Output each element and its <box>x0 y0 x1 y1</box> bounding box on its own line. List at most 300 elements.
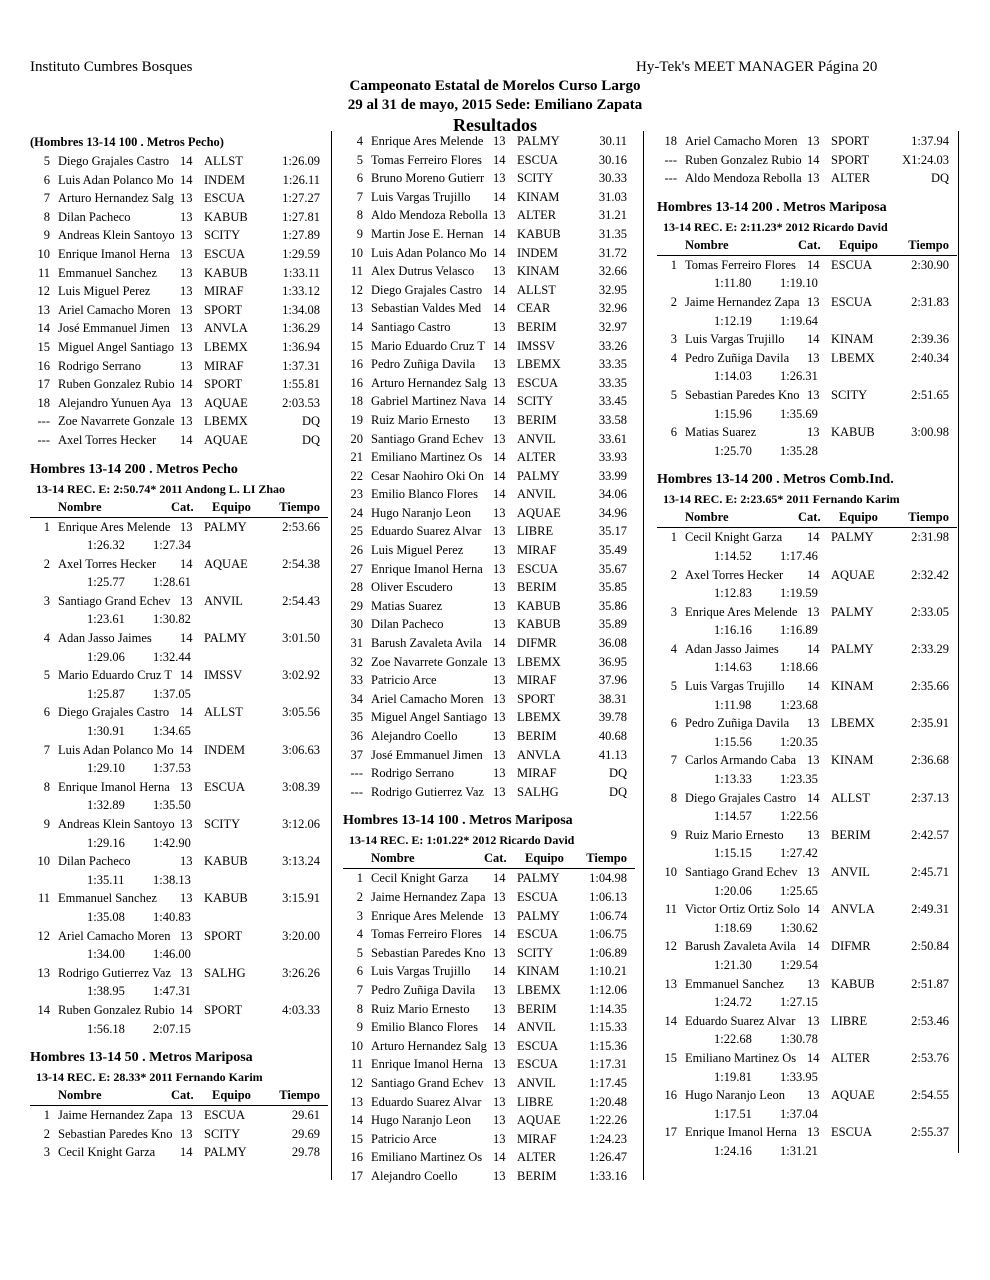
age: 13 <box>807 865 820 879</box>
team: AQUAE <box>204 395 248 410</box>
age: 13 <box>807 1013 820 1028</box>
split-row <box>657 807 957 826</box>
header-team: Equipo <box>839 510 878 525</box>
result-row <box>343 746 635 765</box>
result-row <box>30 319 328 338</box>
spacer <box>343 801 635 811</box>
team: PALMY <box>517 134 560 148</box>
swimmer-name: Ariel Camacho Moren <box>371 691 484 706</box>
split-time: 1:23.68 <box>780 697 818 712</box>
team: ESCUA <box>517 1057 558 1072</box>
team: ESCUA <box>517 1038 558 1053</box>
time: 33.61 <box>598 431 627 446</box>
result-row <box>343 560 635 579</box>
split-time: 1:37.05 <box>153 686 191 701</box>
age: 13 <box>493 945 506 960</box>
age: 14 <box>493 871 506 886</box>
age: 14 <box>180 705 193 720</box>
split-row <box>657 770 957 789</box>
place: 35 <box>350 710 363 725</box>
team: SALHG <box>517 784 559 799</box>
place: 25 <box>350 524 363 539</box>
header-name: Nombre <box>58 499 102 514</box>
age: 13 <box>493 1075 506 1090</box>
time: 30.33 <box>598 171 627 186</box>
split-row <box>657 993 957 1012</box>
result-row <box>657 330 957 349</box>
place: 27 <box>350 561 363 576</box>
time: 40.68 <box>598 729 627 743</box>
swimmer-name: Ariel Camacho Moren <box>58 302 171 317</box>
swimmer-name: Enrique Imanol Herna <box>685 1125 797 1140</box>
result-row <box>343 151 635 170</box>
team: SPORT <box>831 152 870 167</box>
swimmer-name: Hugo Naranjo Leon <box>371 505 471 520</box>
age: 14 <box>180 631 193 646</box>
age: 13 <box>493 1113 506 1128</box>
age: 14 <box>180 1145 193 1160</box>
age: 13 <box>180 358 193 373</box>
result-row <box>30 741 328 760</box>
column-divider-2 <box>643 131 644 1180</box>
split-row <box>30 536 328 555</box>
results-column-3 <box>657 132 957 1161</box>
team: PALMY <box>831 530 874 545</box>
result-row <box>30 152 328 171</box>
age: 13 <box>180 854 193 869</box>
split-time: 1:30.82 <box>153 612 191 627</box>
place: --- <box>350 766 363 781</box>
team: KABUB <box>517 617 561 632</box>
age: 14 <box>180 377 193 392</box>
split-row <box>657 312 957 331</box>
header-age: Cat. <box>171 1088 194 1103</box>
split-time: 1:29.16 <box>87 835 125 850</box>
place: 18 <box>350 394 363 409</box>
team: BERIM <box>517 729 557 743</box>
time: 32.66 <box>598 264 627 279</box>
place: 24 <box>350 505 363 520</box>
place: 17 <box>37 377 50 392</box>
place: 19 <box>350 412 363 427</box>
swimmer-name: Pedro Zuñiga Davila <box>685 716 790 731</box>
split-row <box>30 796 328 815</box>
swimmer-name: Ruiz Mario Ernesto <box>371 412 470 427</box>
team: ANVIL <box>204 593 243 608</box>
place: 4 <box>670 641 677 656</box>
place: 14 <box>37 1002 50 1017</box>
swimmer-name: Arturo Hernandez Salg <box>371 375 487 390</box>
time: 1:37.94 <box>911 134 949 148</box>
time: 2:03.53 <box>282 395 320 410</box>
place: 11 <box>37 891 50 906</box>
time: 4:03.33 <box>282 1002 320 1017</box>
swimmer-name: Emiliano Martinez Os <box>371 450 483 465</box>
age: 14 <box>493 487 506 502</box>
swimmer-name: Hugo Naranjo Leon <box>685 1088 785 1103</box>
result-row <box>30 555 328 574</box>
header-time: Tiempo <box>908 237 949 252</box>
header-team: Equipo <box>525 851 564 866</box>
age: 13 <box>180 246 193 261</box>
split-row <box>30 1020 328 1039</box>
swimmer-name: Emilio Blanco Flores <box>371 1020 478 1035</box>
place: 5 <box>356 945 363 960</box>
split-row <box>30 610 328 629</box>
team: LIBRE <box>517 1094 554 1109</box>
time: 33.99 <box>598 468 627 483</box>
swimmer-name: Enrique Ares Melende <box>58 519 171 534</box>
result-row <box>657 423 957 442</box>
age: 14 <box>180 172 193 187</box>
split-row <box>657 584 957 603</box>
team: MIRAF <box>517 766 557 781</box>
age: 13 <box>180 817 193 831</box>
age: 14 <box>180 154 193 168</box>
time: 2:49.31 <box>911 902 949 917</box>
result-row <box>343 708 635 727</box>
age: 13 <box>807 425 820 440</box>
age: 14 <box>493 450 506 465</box>
place: 3 <box>356 908 363 923</box>
result-row <box>343 1000 635 1019</box>
split-time: 1:38.95 <box>87 984 125 999</box>
result-row <box>343 1111 635 1130</box>
place: 6 <box>356 964 363 979</box>
time: 35.17 <box>598 524 627 539</box>
result-row <box>343 1093 635 1112</box>
swimmer-name: Enrique Ares Melende <box>685 604 798 619</box>
split-row <box>657 956 957 975</box>
split-time: 1:32.89 <box>87 798 125 813</box>
age: 13 <box>180 265 193 280</box>
time: 30.16 <box>598 152 627 167</box>
time: 36.08 <box>598 636 627 651</box>
column-header-row <box>343 849 635 869</box>
time: 1:27.89 <box>282 228 320 243</box>
result-row <box>657 603 957 622</box>
result-row <box>30 778 328 797</box>
team: ANVIL <box>517 487 556 502</box>
swimmer-name: Luis Miguel Perez <box>58 284 151 299</box>
swimmer-name: Luis Vargas Trujillo <box>685 332 785 347</box>
split-time: 1:15.56 <box>714 734 752 749</box>
result-row <box>657 863 957 882</box>
time: 39.78 <box>598 710 627 725</box>
age: 14 <box>493 152 506 167</box>
age: 13 <box>493 524 506 539</box>
time: 35.86 <box>598 598 627 613</box>
place: 3 <box>43 1145 50 1160</box>
team: ESCUA <box>517 927 558 942</box>
split-time: 1:30.91 <box>87 724 125 739</box>
swimmer-name: Santiago Grand Echev <box>371 431 484 446</box>
team: KABUB <box>204 209 248 224</box>
result-row <box>343 355 635 374</box>
swimmer-name: Eduardo Suarez Alvar <box>371 1094 482 1109</box>
team: ALTER <box>831 1050 871 1065</box>
place: 3 <box>670 604 677 619</box>
age: 14 <box>180 742 193 757</box>
result-row <box>657 826 957 845</box>
time: 31.35 <box>598 226 627 241</box>
column-header-row <box>30 1086 328 1106</box>
team: KABUB <box>517 598 561 613</box>
swimmer-name: Enrique Imanol Herna <box>58 779 170 794</box>
time: 2:31.83 <box>911 294 949 309</box>
column-divider-3 <box>958 131 959 1153</box>
time: 32.97 <box>598 319 627 334</box>
result-row <box>30 412 328 431</box>
place: 2 <box>670 294 677 309</box>
time: DQ <box>301 414 320 429</box>
age: 14 <box>180 556 193 571</box>
team: BERIM <box>517 412 557 427</box>
swimmer-name: Ariel Camacho Moren <box>58 928 171 943</box>
time: 1:33.11 <box>282 265 320 280</box>
team: SPORT <box>204 1002 243 1017</box>
place: 8 <box>356 208 363 223</box>
result-row <box>30 264 328 283</box>
spacer <box>30 1038 328 1048</box>
result-row <box>657 566 957 585</box>
age: 13 <box>493 412 506 427</box>
age: 13 <box>493 208 506 223</box>
header-name: Nombre <box>371 851 415 866</box>
header-team: Equipo <box>212 499 251 514</box>
swimmer-name: Enrique Ares Melende <box>371 134 484 148</box>
swimmer-name: Mario Eduardo Cruz T <box>58 668 172 683</box>
age: 13 <box>180 339 193 354</box>
record-line: 13-14 REC. E: 2:50.74* 2011 Andong L. LI Zhao <box>36 481 286 496</box>
swimmer-name: Luis Vargas Trujillo <box>371 964 471 979</box>
time: 1:24.23 <box>589 1131 627 1146</box>
swimmer-name: Jaime Hernandez Zapa <box>685 294 800 309</box>
split-time: 1:27.34 <box>153 538 191 553</box>
place: --- <box>664 171 677 186</box>
swimmer-name: Emmanuel Sanchez <box>685 976 784 991</box>
age: 14 <box>807 332 820 347</box>
swimmer-name: Diego Grajales Castro <box>685 790 797 805</box>
place: 11 <box>37 265 50 280</box>
age: 13 <box>807 1125 820 1140</box>
place: 15 <box>664 1050 677 1065</box>
result-row <box>343 467 635 486</box>
result-row <box>343 132 635 151</box>
time: 2:45.71 <box>911 865 949 879</box>
header-name: Nombre <box>685 510 729 525</box>
place: 18 <box>37 395 50 410</box>
time: 1:14.35 <box>589 1001 627 1016</box>
split-time: 1:14.57 <box>714 809 752 824</box>
result-row <box>343 690 635 709</box>
place: 8 <box>43 209 50 224</box>
team: IMSSV <box>517 338 556 353</box>
place: 2 <box>670 567 677 582</box>
results-column-1 <box>30 132 328 1162</box>
team: PALMY <box>831 604 874 619</box>
swimmer-name: Rodrigo Gutierrez Vaz <box>58 965 171 980</box>
team: ESCUA <box>204 191 245 206</box>
split-row <box>657 1105 957 1124</box>
swimmer-name: Arturo Hernandez Salg <box>371 1038 487 1053</box>
swimmer-name: Santiago Grand Echev <box>58 593 171 608</box>
place: 9 <box>43 228 50 243</box>
place: 8 <box>43 779 50 794</box>
swimmer-name: Aldo Mendoza Rebolla <box>685 171 802 186</box>
place: 7 <box>43 742 50 757</box>
swimmer-name: Ariel Camacho Moren <box>685 134 798 148</box>
place: --- <box>664 152 677 167</box>
place: 23 <box>350 487 363 502</box>
time: DQ <box>608 766 627 781</box>
age: 13 <box>180 395 193 410</box>
place: 15 <box>37 339 50 354</box>
time: 31.03 <box>598 189 627 204</box>
time: 3:13.24 <box>282 854 320 869</box>
team: LBEMX <box>204 414 248 429</box>
swimmer-name: Carlos Armando Caba <box>685 753 797 768</box>
software-page-label: Hy-Tek's MEET MANAGER Página 20 <box>636 59 878 75</box>
swimmer-name: Victor Ortiz Ortiz Solo <box>685 902 800 917</box>
split-time: 1:27.15 <box>780 995 818 1010</box>
result-row <box>30 394 328 413</box>
age: 13 <box>493 134 506 148</box>
swimmer-name: Axel Torres Hecker <box>685 567 784 582</box>
swimmer-name: Miguel Angel Santiago <box>58 339 174 354</box>
time: 2:54.43 <box>282 593 320 608</box>
age: 14 <box>807 790 820 805</box>
time: 41.13 <box>598 747 627 762</box>
team: BERIM <box>517 319 557 334</box>
team: LBEMX <box>517 654 561 669</box>
swimmer-name: Andreas Klein Santoyo <box>58 817 175 831</box>
age: 14 <box>180 668 193 683</box>
place: 16 <box>664 1088 677 1103</box>
split-row <box>657 658 957 677</box>
result-row <box>343 944 635 963</box>
swimmer-name: Jaime Hernandez Zapa <box>58 1108 173 1123</box>
result-row <box>30 226 328 245</box>
team: ESCUA <box>517 375 558 390</box>
time: 2:35.66 <box>911 679 949 694</box>
time: X1:24.03 <box>902 152 949 167</box>
result-row <box>343 727 635 746</box>
split-time: 1:28.61 <box>153 575 191 590</box>
swimmer-name: Diego Grajales Castro <box>58 705 170 720</box>
team: ANVIL <box>517 431 556 446</box>
split-time: 1:47.31 <box>153 984 191 999</box>
team: ESCUA <box>517 152 558 167</box>
place: 9 <box>670 827 677 842</box>
age: 13 <box>807 604 820 619</box>
result-row <box>657 975 957 994</box>
time: 33.26 <box>598 338 627 353</box>
time: DQ <box>301 432 320 447</box>
swimmer-name: Sebastian Valdes Med <box>371 301 482 316</box>
split-time: 1:35.28 <box>780 443 818 458</box>
swimmer-name: Luis Vargas Trujillo <box>685 679 785 694</box>
result-row <box>657 293 957 312</box>
result-row <box>343 671 635 690</box>
place: 13 <box>37 302 50 317</box>
place: 14 <box>350 319 363 334</box>
column-header-row <box>30 498 328 518</box>
place: 36 <box>350 729 363 743</box>
result-row <box>343 981 635 1000</box>
place: 8 <box>356 1001 363 1016</box>
split-time: 1:14.63 <box>714 660 752 675</box>
split-time: 2:07.15 <box>153 1021 191 1036</box>
place: 16 <box>37 358 50 373</box>
team: ANVLA <box>831 902 875 917</box>
place: 6 <box>43 705 50 720</box>
split-time: 1:33.95 <box>780 1069 818 1084</box>
result-row <box>30 1143 328 1162</box>
time: 2:54.55 <box>911 1088 949 1103</box>
split-time: 1:19.59 <box>780 586 818 601</box>
split-time: 1:23.35 <box>780 772 818 787</box>
time: 1:06.75 <box>589 927 627 942</box>
time: 3:15.91 <box>282 891 320 906</box>
swimmer-name: Pedro Zuñiga Davila <box>685 350 790 365</box>
time: 29.69 <box>291 1126 320 1141</box>
split-row <box>657 733 957 752</box>
swimmer-name: Tomas Ferreiro Flores <box>371 927 482 942</box>
swimmer-name: Rodrigo Serrano <box>371 766 454 781</box>
team: ALLST <box>517 282 556 297</box>
swimmer-name: Enrique Imanol Herna <box>371 561 483 576</box>
team: SPORT <box>204 377 243 392</box>
result-row <box>343 374 635 393</box>
time: 32.96 <box>598 301 627 316</box>
header-time: Tiempo <box>586 851 627 866</box>
place: 2 <box>43 556 50 571</box>
swimmer-name: Axel Torres Hecker <box>58 432 157 447</box>
record-line: 13-14 REC. E: 28.33* 2011 Fernando Karim <box>36 1070 263 1085</box>
team: PALMY <box>204 631 247 646</box>
swimmer-name: Santiago Grand Echev <box>371 1075 484 1090</box>
place: 10 <box>350 1038 363 1053</box>
result-row <box>343 962 635 981</box>
age: 14 <box>807 530 820 545</box>
team: SPORT <box>204 928 243 943</box>
place: 29 <box>350 598 363 613</box>
split-time: 1:20.06 <box>714 883 752 898</box>
age: 13 <box>180 891 193 906</box>
team: ANVIL <box>517 1075 556 1090</box>
age: 13 <box>493 1094 506 1109</box>
time: 2:30.90 <box>911 257 949 272</box>
split-row <box>30 685 328 704</box>
split-time: 1:12.83 <box>714 586 752 601</box>
team: ESCUA <box>831 294 872 309</box>
time: 2:40.34 <box>911 350 949 365</box>
result-row <box>30 666 328 685</box>
age: 13 <box>493 171 506 186</box>
swimmer-name: Alejandro Coello <box>371 729 458 743</box>
time: 3:05.56 <box>282 705 320 720</box>
result-row <box>343 869 635 888</box>
team: SALHG <box>204 965 246 980</box>
team: SCITY <box>831 387 868 402</box>
place: 6 <box>43 172 50 187</box>
split-row <box>30 871 328 890</box>
team: KABUB <box>204 854 248 869</box>
swimmer-name: Cecil Knight Garza <box>58 1145 156 1160</box>
place: 5 <box>670 679 677 694</box>
place: 7 <box>43 191 50 206</box>
